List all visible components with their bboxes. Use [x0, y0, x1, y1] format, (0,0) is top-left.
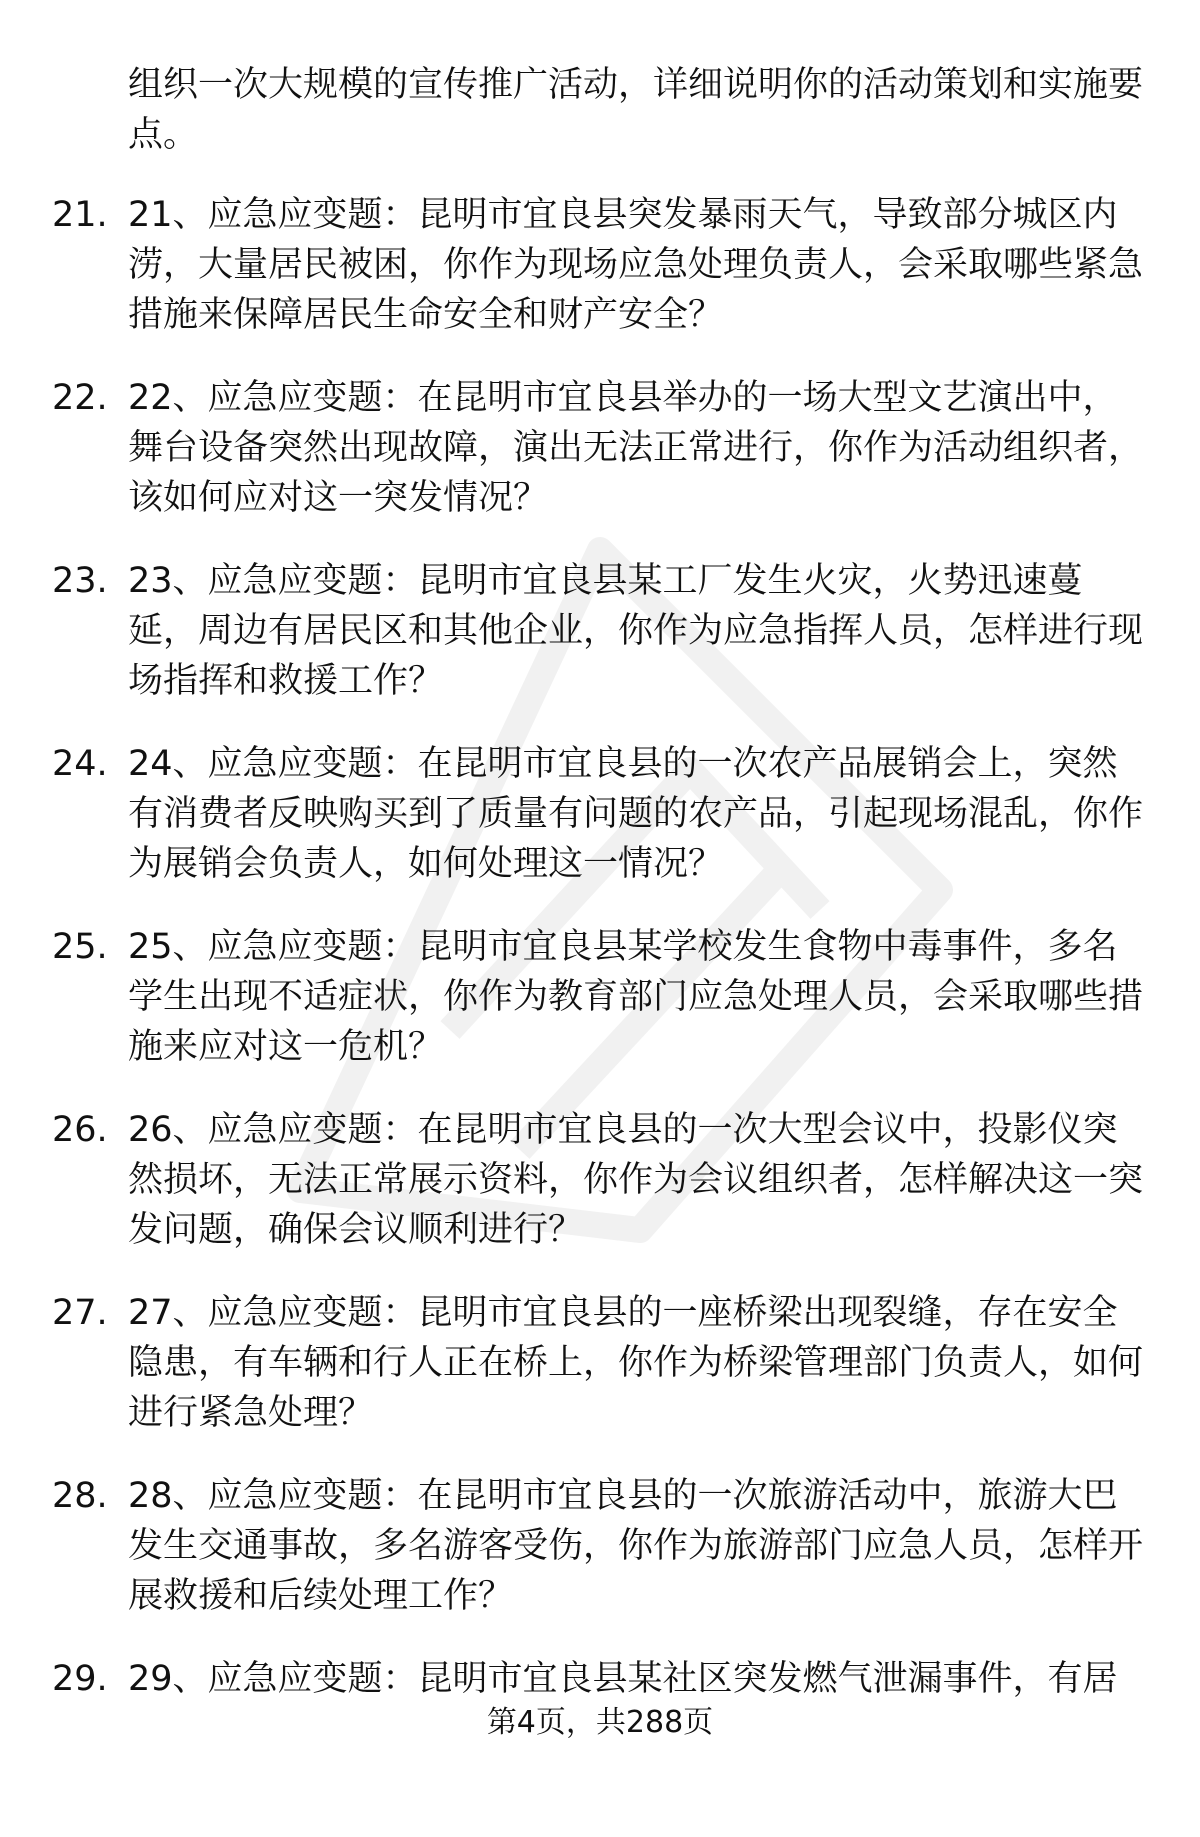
- question-text: 27、应急应变题：昆明市宜良县的一座桥梁出现裂缝，存在安全隐患，有车辆和行人正在桥上，你作为桥梁管理部门负责人，如何进行紧急处理？: [128, 1293, 1144, 1433]
- question-text: 22、应急应变题：在昆明市宜良县举办的一场大型文艺演出中，舞台设备突然出现故障，演出无法正常进行，你作为活动组织者，该如何应对这一突发情况？: [128, 378, 1144, 518]
- page-footer: 第4页，共288页: [486, 1705, 714, 1740]
- question-number: 26.: [52, 1110, 108, 1150]
- question-list: [0, 190, 1200, 1837]
- question-item: [0, 1471, 1200, 1654]
- question-number: 24.: [52, 744, 108, 784]
- question-number: 27.: [52, 1293, 108, 1333]
- question-text: 23、应急应变题：昆明市宜良县某工厂发生火灾，火势迅速蔓延，周边有居民区和其他企业，你作为应急指挥人员，怎样进行现场指挥和救援工作？: [128, 561, 1144, 701]
- question-item: [0, 1654, 1200, 1837]
- question-number: 23.: [52, 561, 108, 601]
- question-number: 28.: [52, 1476, 108, 1516]
- question-item: [0, 190, 1200, 373]
- question-item: [0, 556, 1200, 739]
- question-number: 25.: [52, 927, 108, 967]
- question-item: [0, 739, 1200, 922]
- question-number: 22.: [52, 378, 108, 418]
- question-text: 24、应急应变题：在昆明市宜良县的一次农产品展销会上，突然有消费者反映购买到了质量有问题的农产品，引起现场混乱，你作为展销会负责人，如何处理这一情况？: [128, 744, 1144, 884]
- question-item: [0, 1105, 1200, 1288]
- question-text: 25、应急应变题：昆明市宜良县某学校发生食物中毒事件，多名学生出现不适症状，你作为教育部门应急处理人员，会采取哪些措施来应对这一危机？: [128, 927, 1144, 1067]
- continuation-text: 组织一次大规模的宣传推广活动，详细说明你的活动策划和实施要点。: [128, 65, 1144, 155]
- question-text: 29、应急应变题：昆明市宜良县某社区突发燃气泄漏事件，有居: [128, 1659, 1118, 1699]
- question-text: 28、应急应变题：在昆明市宜良县的一次旅游活动中，旅游大巴发生交通事故，多名游客受伤，你作为旅游部门应急人员，怎样开展救援和后续处理工作？: [128, 1476, 1144, 1616]
- question-text: 21、应急应变题：昆明市宜良县突发暴雨天气，导致部分城区内涝，大量居民被困，你作为现场应急处理负责人，会采取哪些紧急措施来保障居民生命安全和财产安全？: [128, 195, 1144, 335]
- question-item: [0, 922, 1200, 1105]
- question-number: 21.: [52, 195, 108, 235]
- question-item: [0, 1288, 1200, 1471]
- question-number: 29.: [52, 1659, 108, 1699]
- question-item: [0, 373, 1200, 556]
- question-text: 26、应急应变题：在昆明市宜良县的一次大型会议中，投影仪突然损坏，无法正常展示资料，你作为会议组织者，怎样解决这一突发问题，确保会议顺利进行？: [128, 1110, 1144, 1250]
